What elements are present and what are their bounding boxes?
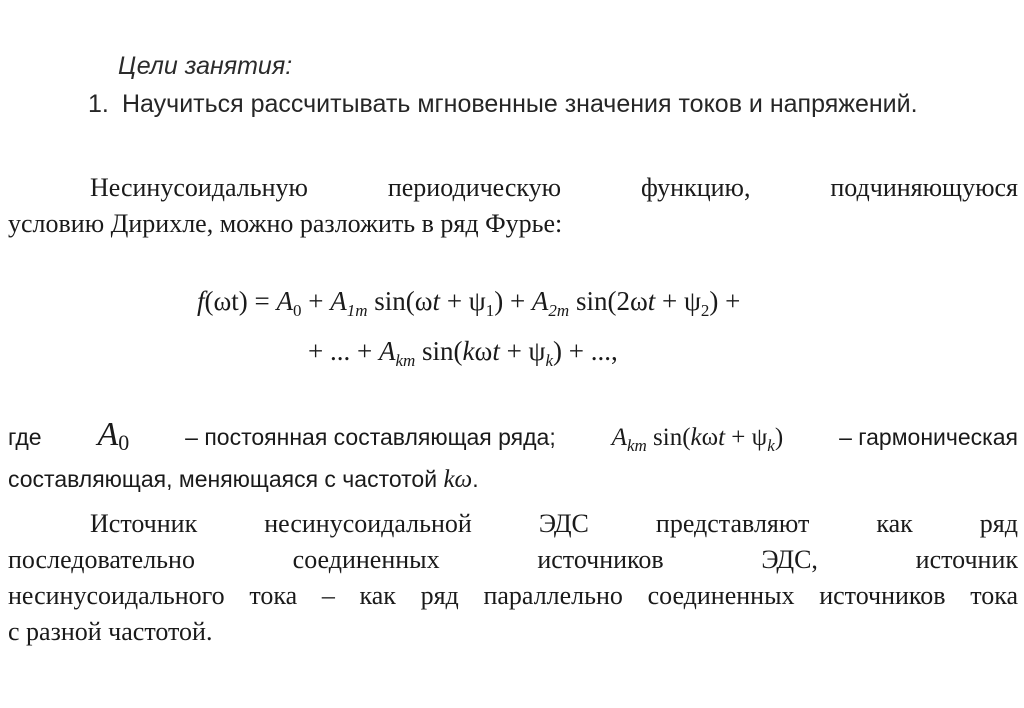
formula-f: f: [197, 286, 205, 316]
goals-heading: Цели занятия:: [118, 52, 293, 80]
source-line-3: несинусоидального тока – как ряд параллельно соединенных источников тока: [8, 581, 1018, 610]
where-a0-sub: 0: [118, 430, 130, 455]
where-t: t: [718, 424, 726, 451]
formula-sin-k: sin(: [415, 336, 463, 366]
source-line-1: Источник несинусоидальной ЭДС представляют как ряд: [90, 509, 1018, 538]
where-psi-sub: k: [767, 436, 775, 455]
where-frequency: kω: [443, 466, 473, 493]
where-sin: sin(: [646, 424, 691, 451]
where-definition-line: [8, 416, 1018, 456]
where-second-line: [8, 466, 479, 494]
formula-a1: A: [330, 286, 347, 316]
goal-item: [88, 90, 918, 119]
source-line-2: последовательно соединенных источников ЭДС, источник: [8, 545, 1018, 574]
formula-plus: +: [301, 286, 331, 316]
formula-t2: t: [647, 286, 656, 316]
formula-close: ) + ...,: [553, 336, 618, 366]
fourier-formula-line-2: [308, 336, 618, 371]
source-line-4: с разной частотой.: [8, 617, 213, 646]
fourier-intro-line-2: условию Дирихле, можно разложить в ряд Фурье:: [8, 209, 563, 238]
formula-ak-sub: km: [395, 351, 416, 370]
where-constant-desc: – постоянная составляющая ряда;: [185, 424, 556, 450]
where-close: ): [774, 424, 784, 451]
where-akm: A: [611, 424, 627, 451]
where-harmonic-desc: – гармоническая: [839, 424, 1018, 450]
where-akm-sub: km: [626, 436, 647, 455]
formula-a0: A: [276, 286, 293, 316]
formula-lead: + ... +: [308, 336, 379, 366]
where-a0: [97, 416, 129, 456]
goal-text: Научиться рассчитывать мгновенные значения токов и напряжений.: [122, 90, 918, 118]
formula-psi-k-sub: k: [545, 351, 554, 370]
fourier-intro-line-1: Несинусоидальную периодическую функцию, подчиняющуюся: [90, 173, 1018, 202]
formula-a0-sub: 0: [293, 301, 302, 320]
fourier-intro-paragraph: [8, 170, 1018, 242]
formula-t: t: [492, 336, 500, 366]
formula-psi1-sub: 1: [485, 301, 495, 320]
formula-t1: t: [432, 286, 441, 316]
formula-sin2: sin(2ω: [569, 286, 648, 316]
where-second-text: составляющая, меняющаяся с частотой: [8, 466, 438, 492]
formula-ak: A: [378, 336, 396, 366]
goal-number: 1.: [88, 90, 109, 118]
where-k: k: [690, 424, 702, 451]
formula-omega: ω: [474, 336, 493, 366]
formula-k: k: [462, 336, 475, 366]
formula-a2: A: [531, 286, 549, 316]
where-dot: .: [472, 466, 479, 492]
formula-close2: ) +: [709, 286, 741, 316]
fourier-formula-line-1: [197, 286, 740, 321]
formula-a2-sub: 2m: [548, 301, 570, 320]
formula-sin1: sin(ω: [367, 286, 433, 316]
formula-psi1: + ψ: [440, 286, 486, 316]
formula-close1: ) +: [494, 286, 532, 316]
formula-a1-sub: 1m: [346, 301, 368, 320]
where-a0-letter: A: [97, 416, 119, 453]
where-psi: + ψ: [725, 424, 768, 451]
where-word: где: [8, 424, 42, 450]
where-omega: ω: [701, 424, 719, 451]
formula-psi2: + ψ: [655, 286, 701, 316]
formula-psi2-sub: 2: [700, 301, 710, 320]
where-harmonic-term: [612, 424, 784, 456]
formula-psi-k: + ψ: [499, 336, 546, 366]
formula-arg: (ωt) =: [204, 286, 277, 316]
source-paragraph: [8, 506, 1018, 650]
